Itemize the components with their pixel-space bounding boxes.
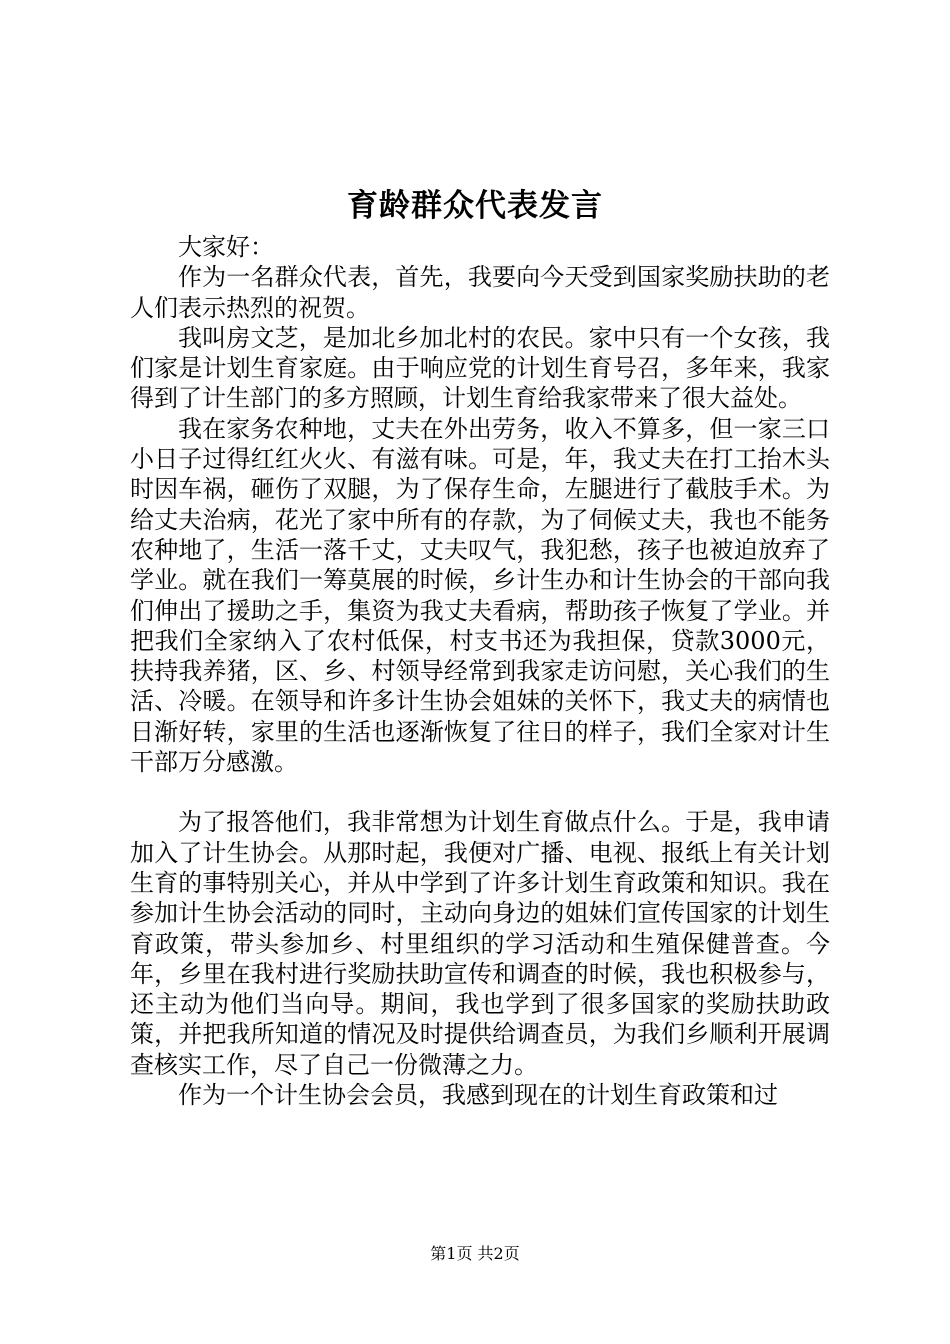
paragraph: 作为一名群众代表，首先，我要向今天受到国家奖励扶助的老人们表示热烈的祝贺。: [130, 263, 830, 322]
paragraph: 我在家务农种地，丈夫在外出劳务，收入不算多，但一家三口小日子过得红红火火、有滋有味。可是，年，我丈夫在打工抬木头时因车祸，砸伤了双腿，为了保存生命，左腿进行了截肢手术。为给丈夫治病，花光了家中所有的存款，为了伺候丈夫，我也不能务农种地了，生活一落千丈，丈夫叹气，我犯愁，孩子也被迫放弃了学业。就在我们一筹莫展的时候，乡计生办和计生协会的干部向我们伸出了援助之手，集资为我丈夫看病，帮助孩子恢复了学业。并把我们全家纳入了农村低保，村支书还为我担保，贷款3000元，扶持我养猪，区、乡、村领导经常到我家走访问慰，关心我们的生活、冷暖。在领导和许多计生协会姐妹的关怀下，我丈夫的病情也日渐好转，家里的生活也逐渐恢复了往日的样子，我们全家对计生干部万分感激。: [130, 414, 830, 777]
page-number-footer: 第1页 共2页: [430, 1244, 520, 1263]
paragraph: 作为一个计生协会会员，我感到现在的计划生育政策和过: [178, 1081, 778, 1110]
paragraph: 我叫房文芝，是加北乡加北村的农民。家中只有一个女孩，我们家是计划生育家庭。由于响应党的计划生育号召，多年来，我家得到了计生部门的多方照顾，计划生育给我家带来了很大益处。: [130, 323, 830, 413]
paragraph: 为了报答他们，我非常想为计划生育做点什么。于是，我申请加入了计生协会。从那时起，我便对广播、电视、报纸上有关计划生育的事特别关心，并从中学到了许多计划生育政策和知识。我在参加计生协会活动的同时，主动向身边的姐妹们宣传国家的计划生育政策，带头参加乡、村里组织的学习活动和生殖保健普查。今年，乡里在我村进行奖励扶助宣传和调查的时候，我也积极参与，还主动为他们当向导。期间，我也学到了很多国家的奖励扶助政策，并把我所知道的情况及时提供给调查员，为我们乡顺利开展调查核实工作，尽了自己一份微薄之力。: [130, 808, 830, 1079]
paragraph-greeting: 大家好：: [178, 233, 274, 261]
document-title: 育龄群众代表发言: [347, 188, 603, 224]
document-body: [130, 232, 830, 1110]
